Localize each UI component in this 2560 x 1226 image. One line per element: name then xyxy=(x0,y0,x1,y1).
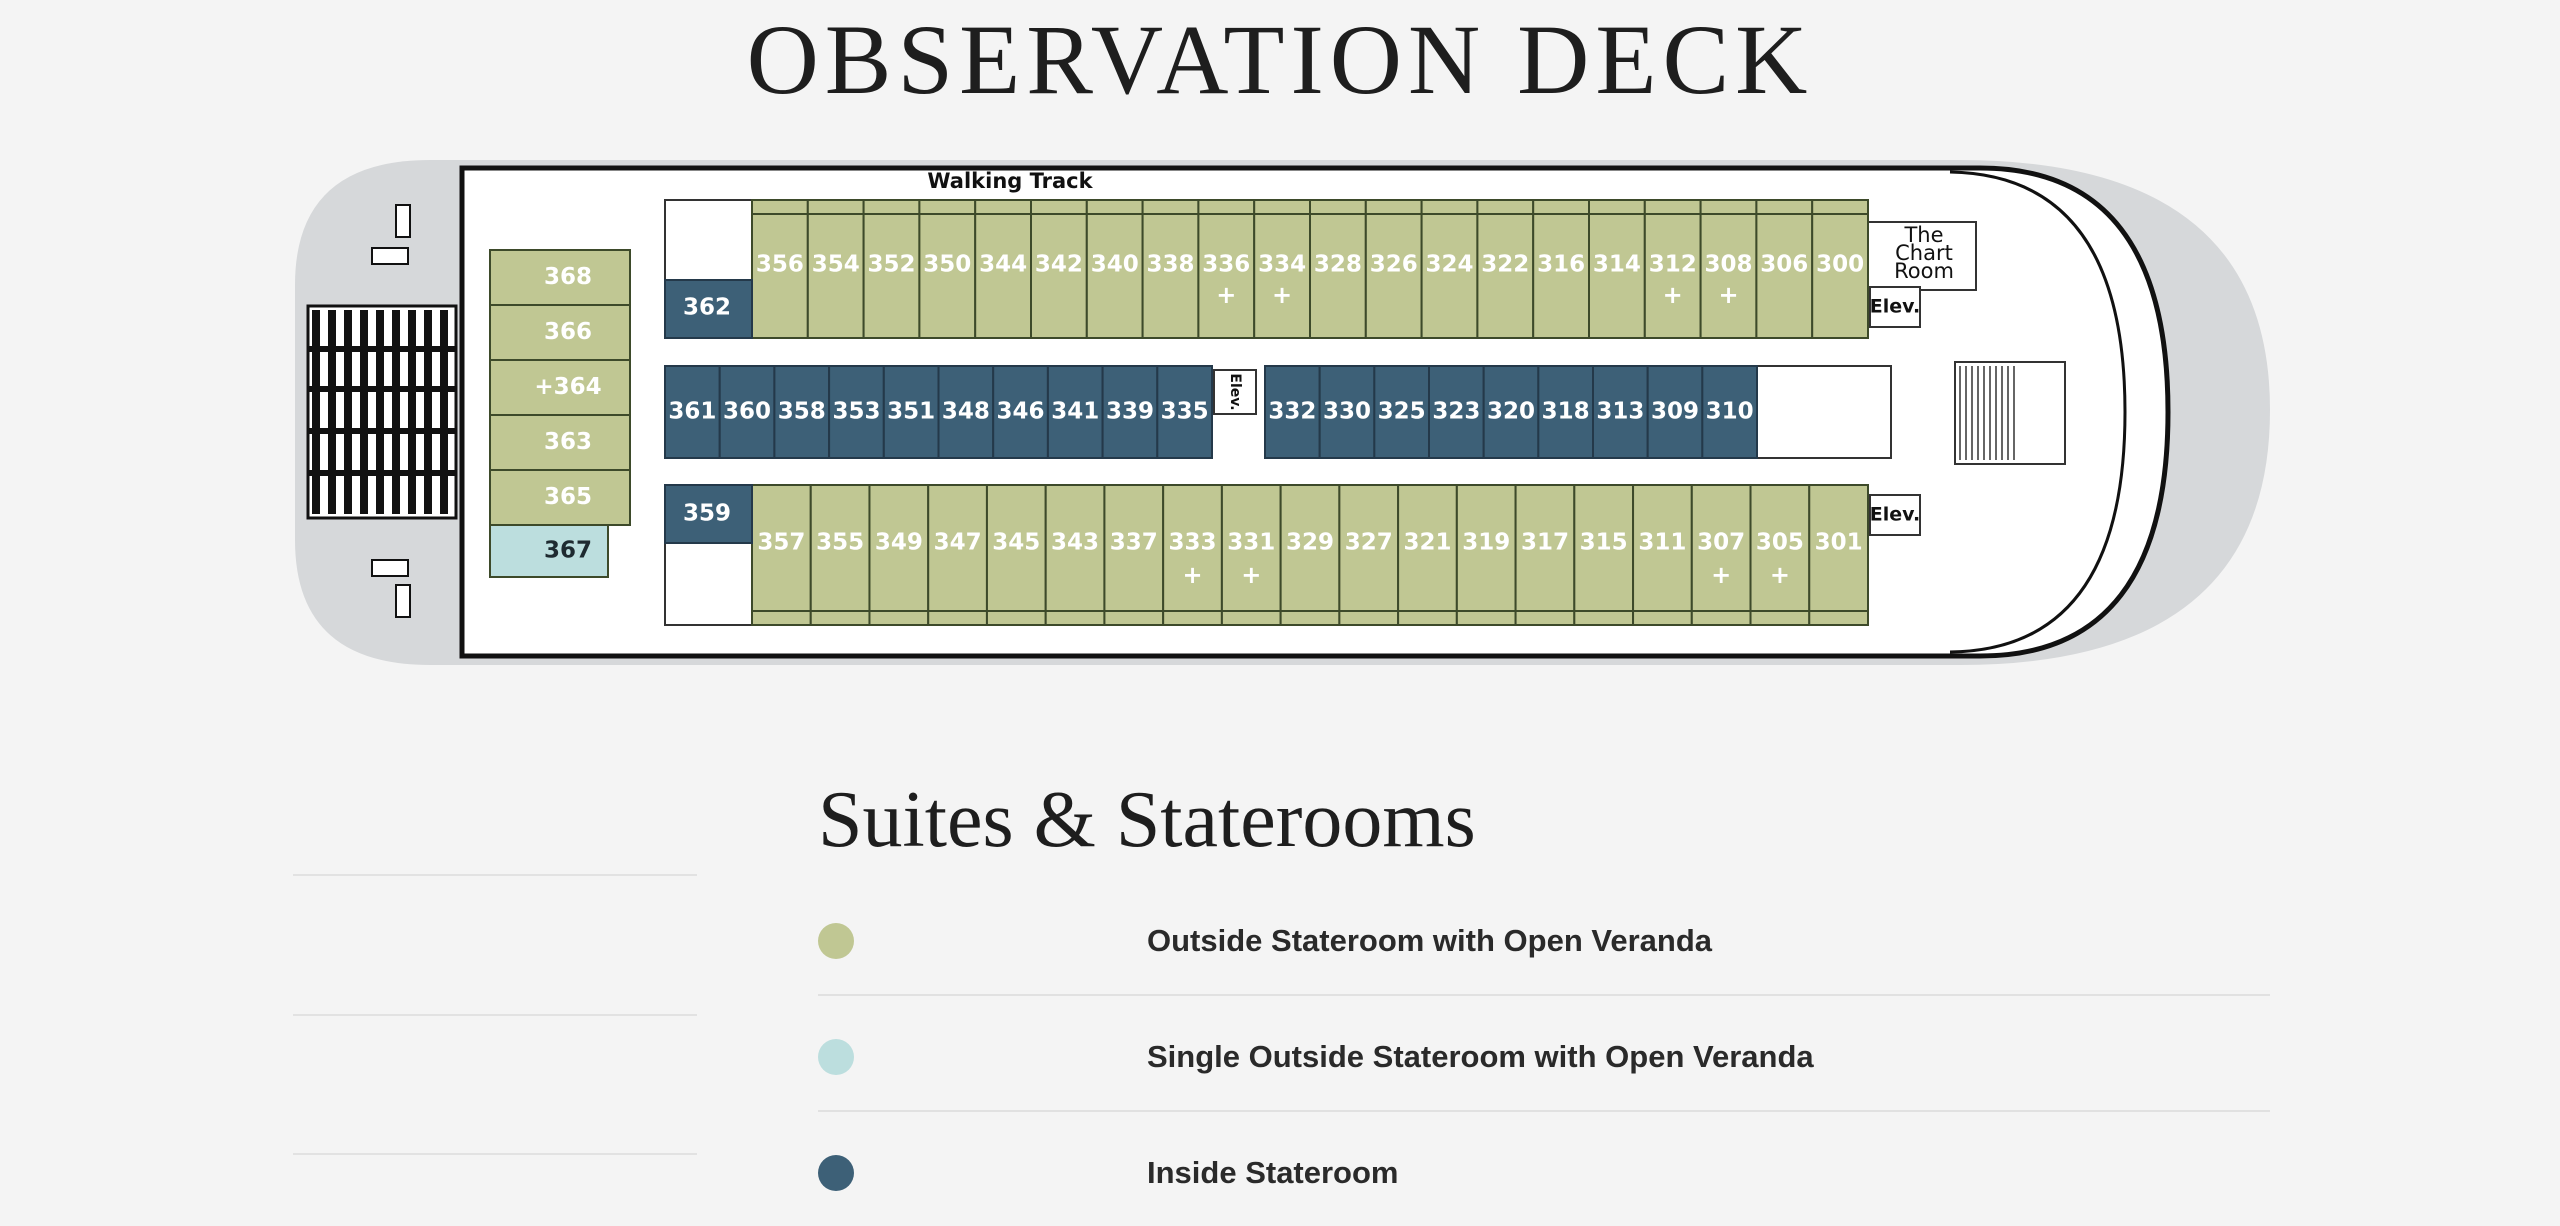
cabin-number: 352 xyxy=(867,251,916,278)
ladder-rung xyxy=(344,310,352,514)
cabin-number: 329 xyxy=(1285,529,1335,556)
ladder-bar xyxy=(308,346,456,352)
cabin-number: 354 xyxy=(811,251,860,278)
cabin-number: 342 xyxy=(1034,251,1083,278)
ladder-rung xyxy=(424,310,432,514)
elevator-label: Elev. xyxy=(1869,503,1921,526)
cabin-number: 313 xyxy=(1596,398,1645,425)
cabin-number: 310 xyxy=(1705,398,1754,425)
cabin-number: 357 xyxy=(757,529,806,556)
cabin-number: 325 xyxy=(1377,398,1426,425)
cabin-number: 323 xyxy=(1432,398,1481,425)
cabin-number: 368 xyxy=(543,264,593,290)
cabin-number: 306 xyxy=(1760,251,1809,278)
cabin-number: 339 xyxy=(1105,398,1154,425)
chart-room-label: Room xyxy=(1894,259,1954,283)
cabin-plus: + xyxy=(1241,561,1262,589)
legend-label: Single Outside Stateroom with Open Veranda xyxy=(1147,1039,1814,1074)
cabin-number: 316 xyxy=(1537,251,1586,278)
side-divider xyxy=(293,1014,697,1016)
stair-well xyxy=(665,543,752,625)
cabin-number: 337 xyxy=(1109,529,1158,556)
cabin-number: 327 xyxy=(1344,529,1393,556)
ladder-rung xyxy=(312,310,320,514)
legend-swatch-inside xyxy=(818,1155,854,1191)
cabin-number: 335 xyxy=(1160,398,1209,425)
cabin-number: 347 xyxy=(933,529,982,556)
legend-label: Outside Stateroom with Open Veranda xyxy=(1147,923,1712,958)
cabin-plus: + xyxy=(1718,281,1739,309)
cabin-number: 332 xyxy=(1268,398,1317,425)
cabin-number: 319 xyxy=(1462,529,1511,556)
cabin-number: +364 xyxy=(534,374,602,400)
ladder-rung xyxy=(328,310,336,514)
cabin-number: 360 xyxy=(723,398,772,425)
legend-label: Inside Stateroom xyxy=(1147,1155,1399,1190)
cabin-plus: + xyxy=(1711,561,1732,589)
ladder-rung xyxy=(376,310,384,514)
cabin-number: 314 xyxy=(1592,251,1641,278)
cabin-number: 365 xyxy=(543,484,593,510)
cabin-number: 324 xyxy=(1425,251,1474,278)
cabin-number: 343 xyxy=(1051,529,1100,556)
cabin-number: 333 xyxy=(1168,529,1217,556)
legend-swatch-outside xyxy=(818,923,854,959)
cabin-number: 353 xyxy=(832,398,881,425)
cabin-number: 326 xyxy=(1369,251,1418,278)
cabin-number: 305 xyxy=(1755,529,1804,556)
legend-item-single-outside[interactable] xyxy=(818,994,2270,1112)
cabin-number: 321 xyxy=(1403,529,1452,556)
cabin-number: 361 xyxy=(668,398,717,425)
cabin-number: 328 xyxy=(1313,251,1362,278)
legend-item-outside[interactable] xyxy=(818,878,2270,996)
walking-track-label: Walking Track xyxy=(927,169,1093,193)
cabin-number: 309 xyxy=(1650,398,1700,425)
cabin-number: 322 xyxy=(1481,251,1530,278)
cabin-number: 317 xyxy=(1520,529,1569,556)
cabin-number: 336 xyxy=(1202,251,1251,278)
cabin-number: 355 xyxy=(816,529,865,556)
cabin-plus: + xyxy=(1182,561,1203,589)
cabin-number: 340 xyxy=(1090,251,1139,278)
cabin-number: 367 xyxy=(543,537,593,564)
chart-room-label: The xyxy=(1904,223,1944,247)
ladder-bar xyxy=(308,470,456,476)
legend-item-inside[interactable] xyxy=(818,1110,2270,1226)
side-divider xyxy=(293,874,697,876)
cabin-number: 351 xyxy=(887,398,936,425)
cabin-number: 346 xyxy=(996,398,1045,425)
cabin-number: 359 xyxy=(682,500,732,527)
cabin-number: 366 xyxy=(543,319,593,345)
cabin-number: 318 xyxy=(1541,398,1590,425)
cabin-number: 341 xyxy=(1051,398,1100,425)
stern-fitting xyxy=(372,560,408,576)
service-room xyxy=(1757,366,1891,458)
cabin-number: 307 xyxy=(1697,529,1746,556)
stair-well xyxy=(665,200,752,280)
cabin-plus: + xyxy=(1662,281,1683,309)
cabin-number: 356 xyxy=(755,251,804,278)
legend-swatch-single xyxy=(818,1039,854,1075)
side-divider xyxy=(293,1153,697,1155)
cabin-plus: + xyxy=(1216,281,1237,309)
cabin-number: 338 xyxy=(1146,251,1195,278)
elevator-label: Elev. xyxy=(1227,373,1243,411)
cabin-number: 334 xyxy=(1258,251,1307,278)
ladder-bar xyxy=(308,386,456,392)
cabin-number: 358 xyxy=(777,398,826,425)
ladder-bar xyxy=(308,428,456,434)
cabin-plus: + xyxy=(1272,281,1293,309)
ladder-rung xyxy=(440,310,448,514)
ladder-rung xyxy=(408,310,416,514)
cabin-number: 350 xyxy=(923,251,972,278)
stern-fitting xyxy=(372,248,408,264)
elevator-label: Elev. xyxy=(1869,295,1921,318)
cabin-number: 349 xyxy=(874,529,923,556)
cabin-number: 320 xyxy=(1486,398,1536,425)
cabin-number: 348 xyxy=(941,398,990,425)
legend-title: Suites & Staterooms xyxy=(818,776,1476,864)
ladder-rung xyxy=(360,310,368,514)
cabin-number: 330 xyxy=(1322,398,1372,425)
cabin-number: 315 xyxy=(1579,529,1628,556)
cabin-number: 301 xyxy=(1814,529,1863,556)
cabin-number: 363 xyxy=(543,429,593,455)
chart-room-label: Chart xyxy=(1895,241,1953,265)
cabin-number: 300 xyxy=(1816,251,1865,278)
stern-fitting xyxy=(396,205,410,237)
cabin-number: 345 xyxy=(992,529,1041,556)
deck-title: OBSERVATION DECK xyxy=(746,4,1814,115)
cabin-number: 311 xyxy=(1638,529,1687,556)
ladder-rung xyxy=(392,310,400,514)
stern-fitting xyxy=(396,585,410,617)
cabin-plus: + xyxy=(1769,561,1790,589)
cabin-number: 362 xyxy=(682,294,732,321)
cabin-number: 331 xyxy=(1227,529,1276,556)
cabin-number: 344 xyxy=(979,251,1028,278)
cabin-number: 312 xyxy=(1648,251,1697,278)
cabin-number: 308 xyxy=(1704,251,1753,278)
